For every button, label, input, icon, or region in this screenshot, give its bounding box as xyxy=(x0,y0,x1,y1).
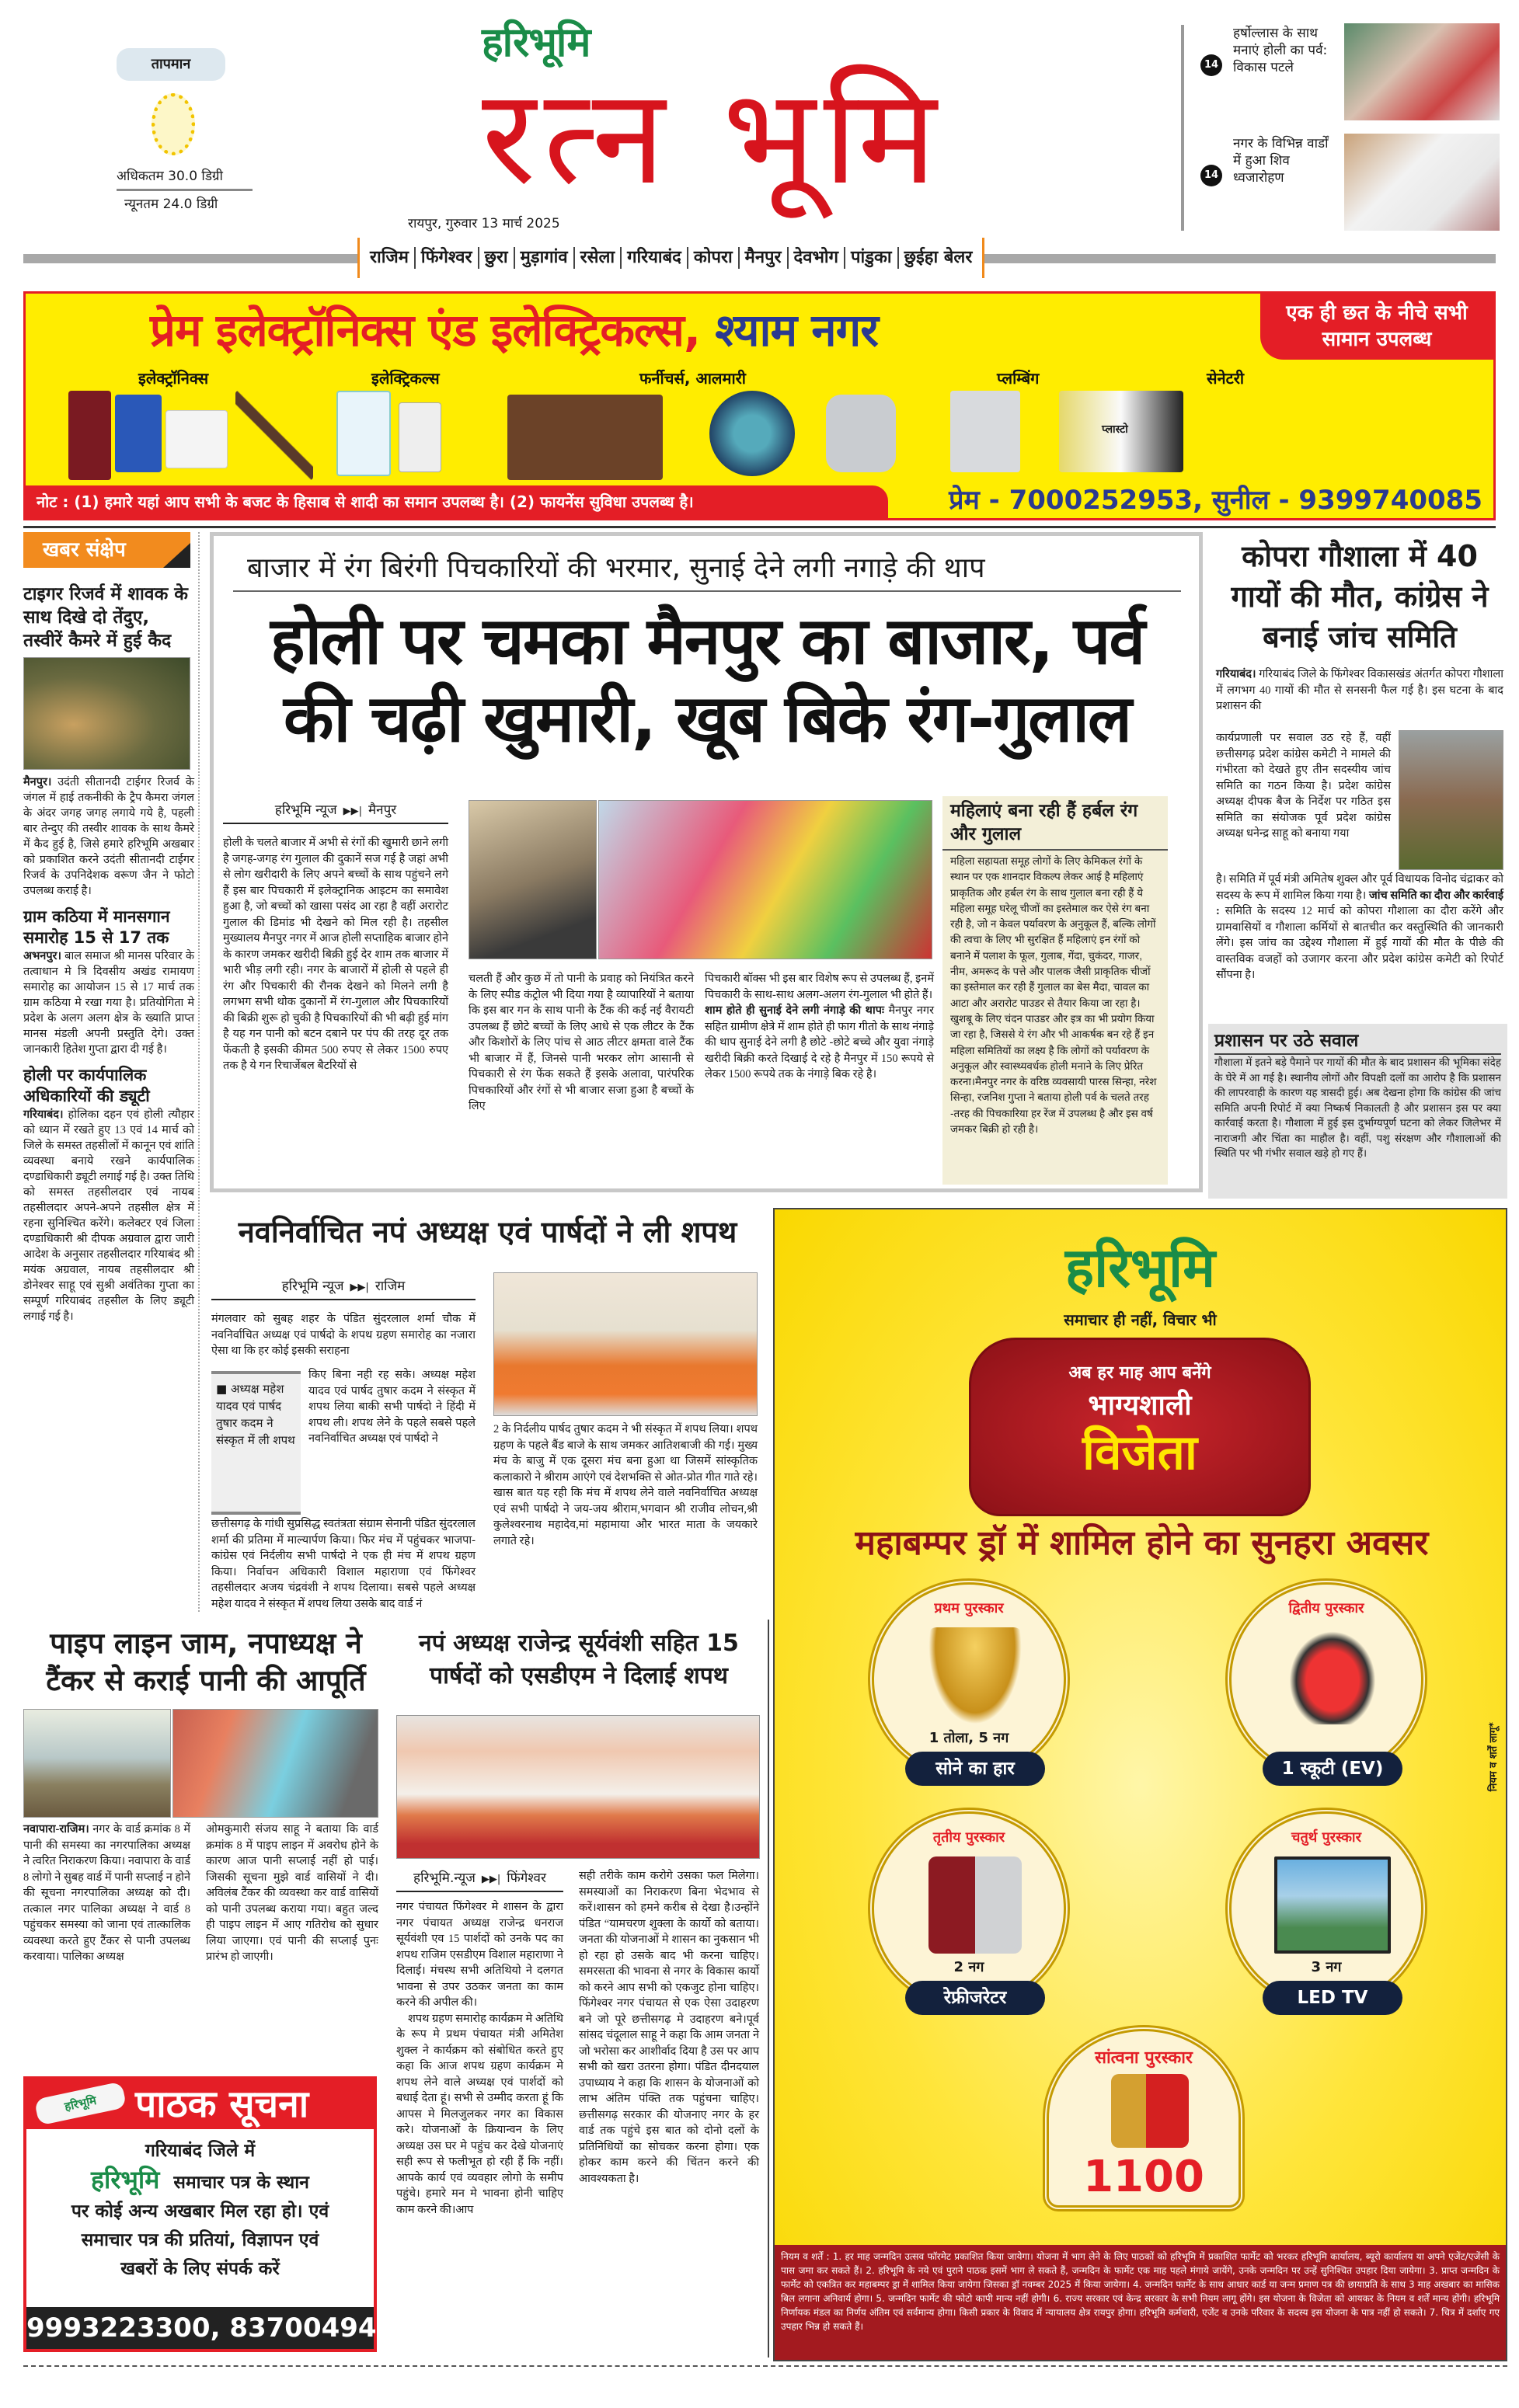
prize-rank: तृतीय पुरस्कार xyxy=(932,1829,1005,1846)
weather-label: तापमान xyxy=(117,48,225,81)
plaque-line-3: विजेता xyxy=(1082,1424,1197,1481)
ac-image xyxy=(165,410,228,468)
kopra-boxout xyxy=(1208,1024,1507,1199)
notice-brand: हरिभूमि xyxy=(91,2165,160,2194)
shapath-byline xyxy=(211,1276,476,1300)
ad-badge: एक ही छत के नीचे सभी सामान उपलब्ध xyxy=(1260,294,1493,360)
brief-dateline: मैनपुर। xyxy=(23,776,52,788)
prize-qty: 3 नग xyxy=(1311,1959,1342,1975)
shapath-lead: मंगलवार को सुबह शहर के पंडित सुंदरलाल शर्मा चौक में नवनिर्वाचित अध्यक्ष एवं पार्षदो के शपथ ग्रहण समारोह का नजारा ऐसा था कि हर कोई इसकी सराहना xyxy=(211,1313,476,1357)
water-tank-image xyxy=(1059,391,1183,472)
teaser-photo xyxy=(1344,134,1500,231)
divider xyxy=(1181,25,1184,231)
pipeline-col-2: ओमकुमारी संजय साहू ने बताया कि वार्ड क्रमांक 8 में पाइप लाइन में अवरोध होने के कारण आज पानी सप्लाई नहीं हो पाई। जिसकी सूचना मुझे वार्ड वासियों ने दी। अविलंब टैंकर की व्यवस्था कर वार्ड वासियों को पानी उपलब्ध कराया गया। बहुत जल्द ही पाइप लाइन में आए गतिरोध को सुधार लिया जाएगा। एवं पानी की सप्लाई पुनः प्रारंभ हो जाएगी। xyxy=(206,1823,378,1963)
brief-headline[interactable]: टाइगर रिजर्व में शावक के साथ दिखे दो तेंदुए, तस्वीरें कैमरे में हुई कैद xyxy=(23,584,188,651)
brief-text xyxy=(23,1107,194,1324)
brief-dateline: अभनपुर। xyxy=(23,950,61,962)
ad-shop-place: श्याम नगर xyxy=(715,304,878,357)
ratna-bhoomi-masthead: रत्न भूमि xyxy=(482,61,945,214)
nav-town[interactable]: छुईहा बेलर xyxy=(904,248,973,267)
shapath-beside: किए बिना नही रह सके। अध्यक्ष महेश यादव एवं पार्षद तुषार कदम ने संस्कृत में शपथ लिया बाकी सभी पार्षदो ने हिंदी में शपथ ली। शपथ लेने के पहले सबसे पहले नवनिर्वाचित अध्यक्ष एवं पार्षदो ने xyxy=(308,1369,476,1445)
herbal-colours-sidebar xyxy=(942,796,1168,1185)
prize-rank: चतुर्थ पुरस्कार xyxy=(1291,1829,1361,1846)
kopra-text-3a: है। समिति में पूर्व मंत्री अमितेष शुक्ल और पूर्व विधायक विनोद चंद्राकर को सदस्य के रूप में शामिल किया गया है। xyxy=(1216,873,1503,902)
lead-byline xyxy=(223,800,448,824)
lead-subhead: शाम होते ही सुनाई देने लगी नंगाड़े की थापः xyxy=(705,1004,884,1017)
gift-box-image xyxy=(1111,2074,1189,2148)
ad-category: इलेक्ट्रॉनिक्स xyxy=(138,369,209,388)
councillors-photo xyxy=(396,1715,760,1859)
prize-name: LED TV xyxy=(1263,1981,1402,2015)
fingeshwar-byline xyxy=(396,1868,563,1892)
leopard-photo xyxy=(23,657,190,770)
ad-contact: प्रेम - 7000252953, सुनील - 9399740085 xyxy=(949,485,1482,516)
plaque-line-1: अब हर माह आप बनेंगे xyxy=(1068,1363,1211,1383)
pipeline-col1-text: नगर के वार्ड क्रमांक 8 में पानी की समस्या का नगरपालिका अध्यक्ष ने त्वरित निराकरण किया। नवापारा के वार्ड 8 लोगो ने सुबह वार्ड में पानी सप्लाई न होने की सूचना नगरपालिका अध्यक्ष को दी। तत्काल नगर पालिका अध्यक्ष ने वार्ड 8 पहुंचकर समस्या को जाना एवं तात्कालिक व्यवस्था करते हुए टैंकर से पानी उपलब्ध करवाया। पालिका अध्यक्ष xyxy=(23,1823,190,1963)
newspaper-roll-icon: हरिभूमि xyxy=(34,2081,127,2125)
nav-town[interactable]: पांडुका xyxy=(845,247,899,269)
max-temperature: अधिकतम 30.0 डिग्री xyxy=(117,166,253,191)
prize-consolation xyxy=(1043,2025,1245,2211)
haribhoomi-logo: हरिभूमि xyxy=(482,19,591,66)
teaser-text: हर्षोल्लास के साथ मनाएं होली का पर्व: विकास पटले xyxy=(1233,26,1328,75)
plaque-line-2: भाग्यशाली xyxy=(1088,1390,1192,1421)
byline-place: फिंगेश्वर xyxy=(507,1870,546,1886)
ad-category: फर्नीचर्स, आलमारी xyxy=(639,369,746,388)
cooler-image xyxy=(399,402,441,472)
page-number-badge: 14 xyxy=(1200,54,1222,76)
refrigerator-image xyxy=(928,1856,1022,1954)
prize-qty: 2 नग xyxy=(953,1959,984,1975)
byline-source: हरिभूमि.न्यूज xyxy=(413,1870,476,1886)
lead-column-3 xyxy=(705,971,934,1185)
prize-qty: 1 तोला, 5 नग xyxy=(928,1730,1009,1746)
pipeline-dateline: नवापारा-राजिम। xyxy=(23,1823,89,1836)
brief-dateline: गरियाबंद। xyxy=(23,1108,64,1121)
lead-headline[interactable]: होली पर चमका मैनपुर का बाजार, पर्व की चढ़ी खुमारी, खूब बिके रंग-गुलाल xyxy=(270,603,1144,757)
kopra-headline[interactable]: कोपरा गौशाला में 40 गायों की मौत, कांग्रेस ने बनाई जांच समिति xyxy=(1231,539,1489,654)
notice-line xyxy=(26,2166,374,2197)
shapath-text-2: 2 के निर्दलीय पार्षद तुषार कदम ने भी संस्कृत में शपथ लिया। शपथ ग्रहण के पहले बैंड बाजे के साथ जमकर आतिशबाजी की गई। मुख्य मंच के बाजु में एक दूसरा मंच बना हुआ था जिसमें सांस्कृतिक कलाकारो ने श्रीराम आएंगे एवं देशभक्ति से ओत-प्रोत गीत गाते रहे। खास बात यह रही कि मंच में शपथ लेने वाले नवनिर्वाचित अध्यक्ष एवं सभी पार्षदो ने जय-जय श्रीराम,भगवान श्री राजीव लोचन,श्री कुलेश्वरनाथ महादेव,मां महामाया और भारत माता के जयकारे लगाते रहे। xyxy=(493,1423,758,1547)
column-divider xyxy=(198,532,200,1612)
pullquote xyxy=(211,1371,301,1515)
led-tv-image xyxy=(1274,1856,1391,1954)
boxout-text: गौशाला में इतने बड़े पैमाने पर गायों की मौत के बाद प्रशासन की भूमिका संदेह के घेरे में आ गई है। स्थानीय लोगों और विपक्षी दलों का आरोप है कि प्रशासन की लापरवाही के कारण यह त्रासदी हुई। अब देखना होगा कि कांग्रेस की जांच समिति अपनी रिपोर्ट में क्या निष्कर्ष निकालती है और प्रशासन इस पर क्या कार्रवाई करता है। गौशाला में हुई इस दुर्भाग्यपूर्ण घटना को लेकर जिलेभर में नाराजगी और चिंता का माहौल है। वहीं, पशु संरक्षण और गौशालाओं की स्थिति पर भी गंभीर सवाल खड़े हो गए हैं। xyxy=(1214,1056,1501,1159)
arrow-icon: ▶▶| xyxy=(350,1282,369,1293)
nav-town[interactable]: मैनपुर xyxy=(740,247,789,269)
pipes-image xyxy=(709,391,795,476)
contest-logo: हरिभूमि xyxy=(1064,1236,1216,1300)
dateline: रायपुर, गुरुवार 13 मार्च 2025 xyxy=(408,216,560,231)
arrow-icon: ▶▶| xyxy=(343,806,362,817)
page-number-badge: 14 xyxy=(1200,165,1222,186)
ad-category: इलेक्ट्रिकल्स xyxy=(371,369,440,388)
boxout-title: प्रशासन पर उठे सवाल xyxy=(1214,1028,1501,1055)
prize-first xyxy=(868,1578,1070,1780)
prize-second xyxy=(1225,1578,1427,1780)
consolation-amount: 1100 xyxy=(1083,2152,1204,2202)
scooty-image xyxy=(1286,1627,1379,1724)
news-brief-column xyxy=(23,575,194,1612)
lucky-draw-ad[interactable] xyxy=(773,1208,1507,2361)
furniture-image xyxy=(507,395,663,480)
sidebar-text: महिला सहायता समूह लोगों के लिए केमिकल रंगों के स्थान पर एक शानदार विकल्प लेकर आई है महिलाएं प्राकृतिक और हर्बल रंग के साथ गुलाल बना रही हैं ये महिला समूह घरेलू चीजों का इस्तेमाल कर ऐसे रंग बना रही है, जो न केवल पर्यावरण के अनुकूल हैं, बल्कि लोगों की त्वचा के लिए भी सुरक्षित हैं महिलाएं इन रंगों को बनाने में पलाश के फूल, गुलाब, गेंदा, चुकंदर, गाजर, नीम, अमरूद के पत्ते और पालक जैसी प्राकृतिक चीजों का इस्तेमाल कर रही हैं गुलाल का बेस मैदा, चावल का आटा और अरारोट पाउडर से तैयार किया जा रहा है। खुशबू के लिए चंदन पाउडर और इत्र का भी प्रयोग किया जा रहा है, जिससे ये रंग और भी आकर्षक बन रहे हैं इन महिला समितियों का लक्ष्य है कि लोगों को पर्यावरण के अनुकूल और स्वास्थ्यवर्धक होली मनाने के लिए प्रेरित करना।मैनपुर नगर के वरिष्ठ व्यवसायी पारस सिन्हा, नरेश सिन्हा, रजनिश गुप्ता ने बताया होली पर्व के चलते तरह -तरह की पिचकारिया हर रेंज में उपलब्ध है और इस वर्ष जमकर बिक्री हो रही है। xyxy=(950,855,1157,1136)
kopra-subhead: जांच समिति का दौरा और कार्रवाई : xyxy=(1216,889,1503,917)
notice-line: खबरों के लिए संपर्क करें xyxy=(120,2259,280,2279)
byline-source: हरिभूमि न्यूज xyxy=(274,802,337,818)
ad-category: सेनेटरी xyxy=(1207,369,1245,388)
brief-body: होलिका दहन एवं होली त्यौहार को ध्यान में रखते हुए 13 एवं 14 मार्च को जिले के समस्त तहसीलों में कानून एवं शांति व्यवस्था बनाये रखने कार्यपालिक दण्डाधिकारी ड्यूटी लगाई गई है। उक्त तिथि को समस्त तहसीलदार एवं नायब तहसीलदार अपने-अपने तहसील क्षेत्र में रहना सुनिश्चित करेंगे। कलेक्टर एवं जिला दण्डाधिकारी श्री दीपक अग्रवाल द्वारा जारी आदेश के अनुसार तहसीलदार गरियाबंद श्री मयंक अग्रवाल, नायब तहसीलदार श्री डोनेश्वर साहू एवं सुश्री अवंतिका गुप्ता का सम्पूर्ण गरियाबंद तहसील के लिए ड्यूटी लगाई गई है। xyxy=(23,1108,194,1323)
fingeshwar-col1b-text: शपथ ग्रहण समारोह कार्यक्रम मे अतिथि के रूप मे प्रथम पंचायत मंत्री अमितेश शुक्ल ने कार्यक्रम को संबोधित करते हुए कहा कि आज शपथ ग्रहण कार्यक्रम मे शपथ लेने वाले अध्यक्ष एवं पार्शदों को बधाई देता हूं। सभी से उम्मीद करता हूं कि आपस मे मिलजुलकर नगर का विकास करे। योजनाओं के क्रियान्वन के लिए अध्यक्ष उस घर मे पहुंच कर देखे योजनाएं सही रूप से फलीभूत हो रही हैं कि नहीं। आपके कार्य एवं व्यवहार लोगो के समीप पहुंचे। हमारे मन मे भावना होनी चाहिए काम करने की।आप xyxy=(396,2012,564,2216)
ad-note: नोट : (1) हमारे यहां आप सभी के बजट के हिसाब से शादी का समान उपलब्ध है। (2) फायनेंस सुविधा उपलब्ध है। xyxy=(26,485,888,518)
kopra-dateline: गरियाबंद। xyxy=(1216,668,1256,680)
prize-name: रेफ्रीजरेटर xyxy=(905,1981,1045,2015)
nav-town[interactable]: गरियाबंद xyxy=(622,247,688,269)
byline-place: मैनपुर xyxy=(368,802,397,818)
news-brief-label: खबर संक्षेप xyxy=(23,532,190,568)
terms-apply-note: नियम व शर्तें लागू* xyxy=(1488,1722,1500,1792)
notice-line: गरियाबंद जिले में xyxy=(145,2141,256,2161)
cows-photo xyxy=(1399,730,1503,870)
tap-image xyxy=(826,395,896,472)
ad-category: प्लम्बिंग xyxy=(997,369,1040,388)
ward-residents-photo xyxy=(172,1709,378,1818)
nav-town[interactable]: कोपरा xyxy=(688,247,740,269)
reader-notice xyxy=(23,2076,413,2352)
kopra-text-4: समिति के सदस्य 12 मार्च को कोपरा गौशाला का दौरा करेंगे और ग्रामवासियों व गौशाला कर्मियों से बातचीत कर वस्तुस्थिति की जानकारी लेंगे। इस जांच का उद्देश्य गौशाला में हुई गायों की मौत के पीछे की वास्तविक वजहों को उजागर करना और प्रदेश कांग्रेस कमेटी को रिपोर्ट सौंपना है। xyxy=(1216,905,1504,981)
contest-tagline: समाचार ही नहीं, विचार भी xyxy=(1064,1310,1217,1329)
lead-col3-text: पिचकारी बॉक्स भी इस बार विशेष रूप से उपलब्ध हैं, इनमें पिचकारी के साथ-साथ अलग-अलग रंग-गुलाल भी होते हैं। xyxy=(705,973,934,1001)
market-photo xyxy=(598,800,932,959)
brief-text xyxy=(23,948,194,1057)
fingeshwar-col-1 xyxy=(396,1899,563,2358)
min-temperature: न्यूनतम 24.0 डिग्री xyxy=(124,197,218,212)
lead-col3-after: मैनपुर नगर सहित ग्रामीण क्षेत्रे में शाम होते ही फाग गीतो के साथ नंगाड़े की थाप सुनाई देने लगी है छोटे -छोटे बच्चे और युवा नंगाड़े खरीदी बिक्री करते दिखाई दे रहे है मैनपुर में 150 रूपये से लेकर 1500 रूपये तक के नंगाड़े बिक रहे है। xyxy=(705,1004,935,1080)
page-bottom-rule xyxy=(23,2365,1507,2367)
kopra-text-1: गरियाबंद जिले के फिंगेश्वर विकासखंड अंतर्गत कोपरा गौशाला में लगभग 40 गायों की मौत से सनसनी फैल गई है। इस घटना के बाद प्रशासन की xyxy=(1216,668,1503,712)
notice-title: पाठक सूचना xyxy=(135,2083,309,2126)
brief-text xyxy=(23,774,194,899)
brief-headline[interactable]: होली पर कार्यपालिक अधिकारियों की ड्यूटी xyxy=(23,1066,150,1105)
pullquote-text: अध्यक्ष महेश यादव एवं पार्षद तुषार कदम ने संस्कृत में ली शपथ xyxy=(216,1382,295,1447)
brief-headline[interactable]: ग्राम कठिया में मानसगान समारोह 15 से 17 तक xyxy=(23,907,170,947)
prize-rank: सांत्वना पुरस्कार xyxy=(1095,2048,1193,2068)
nagada-photo xyxy=(469,800,597,959)
shapath-text: छत्तीसगढ़ के गांधी सुप्रसिद्ध स्वतंत्रता संग्राम सेनानी पंडित सुंदरलाल शर्मा की प्रतिमा में माल्यार्पण किया। फिर मंच में पहुंचकर भाजपा-कांग्रेस एवं निर्दलीय सभी पार्षदो ने एक ही मंच में शपथ ग्रहण किया। निर्वाचन अधिकारी विशाल महाराणा एवं फिंगेश्वर तहसीलदार अजय चंद्रवंशी ने शपथ दिलाया। सबसे पहले अध्यक्ष महेश यादव ने संस्कृत में शपथ लिया उसके बाद वार्ड नं xyxy=(211,1518,476,1610)
notice-line: पर कोई अन्य अखबार मिल रहा हो। एवं xyxy=(71,2201,329,2222)
divider xyxy=(23,526,1496,528)
pond-photo xyxy=(23,1709,171,1818)
sidebar-title[interactable]: महिलाएं बना रही हैं हर्बल रंग और गुलाल xyxy=(942,796,1168,851)
ad-shop-name: प्रेम इलेक्ट्रॉनिक्स एंड इलेक्ट्रिकल्स, xyxy=(150,304,701,357)
prize-name: 1 स्कूटी (EV) xyxy=(1263,1752,1402,1786)
notice-header xyxy=(26,2079,374,2129)
arrow-icon: ▶▶| xyxy=(481,1874,501,1885)
fan-image xyxy=(235,391,313,480)
pipeline-headline[interactable]: पाइप लाइन जाम, नपाध्यक्ष ने टैंकर से कराई पानी की आपूर्ति xyxy=(46,1627,366,1697)
fingeshwar-col1-text: नगर पंचायत फिंगेश्वर मे शासन के द्वारा नगर पंचायत अध्यक्ष राजेन्द्र धनराज सूर्यवंशी एव 15 पार्शदों को उनके पद का शपथ राजिम एसडीएम विशाल महाराणा ने दिलाई। मंचस्थ सभी अतिथियो ने दलगत भावना से उपर उठकर जनता का काम करने की अपील की। xyxy=(396,1901,563,2009)
brief-body: बाल समाज श्री मानस परिवार के तत्वाधान मे त्रि दिवसीय अखंड रामायण समारोह का आयोजन 15 से 17 मार्च तक ग्राम कठिया मे रखा गया है। प्रतियोगिता मे प्रदेश के अलग अलग क्षेत्र के ख्याति प्राप्त मानस मंडली अपनी प्रस्तुति देगे। उक्त जानकारी हितेश गुप्ता द्वारा दी गई है। xyxy=(23,950,195,1056)
oath-ceremony-photo xyxy=(493,1272,758,1416)
lead-column-2: चलती हैं और कुछ में तो पानी के प्रवाह को नियंत्रित करने के लिए स्पीड कंट्रोल भी दिया गया है व्यापारियों ने बताया कि इस बार गन के साथ पानी के टैंक की कई नई वैरायटी उपलब्ध हैं छोटे बच्चों के लिए आधे से एक लीटर के टैंक और किशोरों के लिए पांच से आठ लीटर क्षमता वाले टैंक भी बाजार में हैं, जिनसे पानी भरकर लोग आसानी से पिचकारी से रंग फेंक सकते हैं इसके अलावा, पारंपरिक पिचकारियों और रंगों से भी बाजार सजा हुआ है बच्चों के लिए xyxy=(469,973,694,1112)
cooler-image xyxy=(336,391,391,476)
teaser-text: नगर के विभिन्न वार्डों में हुआ शिव ध्वजारोहण xyxy=(1233,136,1329,186)
prize-fourth xyxy=(1225,1808,1427,2010)
nav-town[interactable]: छुरा xyxy=(479,247,515,269)
kopra-intro xyxy=(1216,666,1503,730)
fingeshwar-col-2: सही तरीके काम करोगे उसका फल मिलेगा।समस्याओं का निराकरण बिना भेदभाव से करें।शासन को हमने करीब से देखा है।उन्होंने पंडित “यामचरण शुक्ला के कार्यो को बताया।जनता की योजनाओं मे शासन का नुकसान भी हो रहा हो उसके बाद भी करना चाहिए। समरसता की भावना से नगर के विकास कार्यो को करने आप सभी को एकजुट होना चाहिए। फिंगेश्वर नगर पंचायत से एक ऐसा उदाहरण बने जो पूरे छत्तीसगढ़ मे उदाहरण बने।पूर्व सांसद चंदूलाल साहू ने कहा कि आम जनता ने जो भरोसा कर आशीर्वाद दिया है उस पर आप सभी को खरा उतरना होगा। पंडित दीनदयाल उपाध्याय ने कहा कि शासन के योजनाओं को लाभ अंतिम पंक्ति तक पहुंचना चाहिए। छत्तीसगढ़ सरकार की योजनाए नगर के हर वार्ड तक पहुंचे इस बात को दोनो दलों के प्रतिनिधियों का सोचकर करना होगा। एक होकर काम करने की चिंतन करने की आवश्यकता है। xyxy=(579,1870,759,2185)
bullet-icon: ■ xyxy=(216,1382,231,1396)
tank-brand: प्लास्टो xyxy=(1102,423,1128,436)
teaser-2[interactable] xyxy=(1200,134,1511,231)
town-nav xyxy=(357,238,984,278)
fridge-image xyxy=(68,391,111,480)
pipeline-col-1 xyxy=(23,1822,190,2044)
brief-body: उदंती सीतानदी टाईगर रिजर्व के जंगल में हाई तकनीकी के ट्रैप कैमरा जंगल के अंदर जगह जगह लगाये गये है, पहली बार तेन्दुए की तस्वीर शावक के साथ कैमरे में कैद हुई है, जिसे हमारे हरिभूमि अखबार को प्रकाशित करने उदंती सीतानदी टाईगर रिजर्व के उपनिदेशक वरूण जैन ने फोटो उपलब्ध कराई है। xyxy=(23,776,195,897)
prize-rank: प्रथम पुरस्कार xyxy=(934,1600,1004,1616)
prize-rank: द्वितीय पुरस्कार xyxy=(1288,1600,1364,1616)
washing-machine-image xyxy=(115,395,162,472)
sun-icon xyxy=(152,93,195,155)
fingeshwar-headline[interactable]: नपं अध्यक्ष राजेन्द्र सूर्यवंशी सहित 15 पार्षदों को एसडीएम ने दिलाई शपथ xyxy=(419,1630,739,1689)
notice-phones[interactable]: 9993223300, 8370049468 xyxy=(26,2307,374,2349)
necklace-image xyxy=(928,1627,1022,1724)
column-divider xyxy=(768,1620,769,2358)
byline-place: राजिम xyxy=(375,1279,406,1294)
electronics-ad[interactable] xyxy=(23,291,1496,520)
nav-town[interactable]: रसेला xyxy=(575,247,622,269)
nav-town[interactable]: फिंगेश्वर xyxy=(416,247,479,269)
sanitary-image xyxy=(950,391,1020,472)
ad-title xyxy=(150,303,1253,357)
nav-town[interactable]: मुड़ागांव xyxy=(515,247,575,269)
lead-kicker: बाजार में रंग बिरंगी पिचकारियों की भरमार, सुनाई देने लगी नगाड़े की थाप xyxy=(233,550,1181,592)
teaser-1[interactable] xyxy=(1200,23,1511,120)
contest-banner: महाबम्पर ड्रॉ में शामिल होने का सुनहरा अवसर xyxy=(855,1523,1429,1563)
notice-line-2: समाचार पत्र के स्थान xyxy=(173,2173,309,2193)
kopra-text-2: कार्यप्रणाली पर सवाल उठ रहे हैं, वहीं छत्तीसगढ़ प्रदेश कांग्रेस कमेटी ने मामले की गंभीरता को देखते हुए तीन सदस्यीय जांच समिति का गठन किया है। प्रदेश कांग्रेस अध्यक्ष दीपक बैज के निर्देश पर गठित इस समिति का संयोजक पूर्व प्रदेश कांग्रेस अध्यक्ष धनेन्द्र साहू को बनाया गया xyxy=(1216,732,1391,840)
winner-plaque xyxy=(969,1338,1311,1516)
kopra-text-3 xyxy=(1216,872,1503,1014)
prize-third xyxy=(868,1808,1070,2010)
notice-line: समाचार पत्र की प्रतियां, विज्ञापन एवं xyxy=(81,2230,319,2250)
teaser-photo xyxy=(1344,23,1500,120)
contest-terms: नियम व शर्तें : 1. हर माह जन्मदिन उत्सव फॉरमेट प्रकाशित किया जायेगा। योजना में भाग लेने के लिए पाठकों को हरिभूमि में प्रकाशित फार्मेट को भरकर हरिभूमि कार्यालय, ब्यूरो कार्यालय या अपने एजेंट/एजेंसी के पास जमा कर सकते हैं। 2. हरिभूमि के नये एवं पुराने पाठक इसमें भाग ले सकते हैं, जन्मदिन के फार्मेट एक माह पहले मंगाये जायेंगे, उनके जन्मदिन पर उन्हें सुनिश्चित उपहार दिया जायेगा। 3. प्राप्त जन्मदिन के फार्मेट को एकत्रित कर महाबम्पर ड्रा में शामिल किया जायेगा जिसका ड्रॉ नवम्बर 2025 में किया जायेगा। 4. जन्मदिन फार्मेट के साथ आधार कार्ड या जन्म प्रमाण पत्र की छायाप्रति के साथ 3 माह अखबार का मासिक बिल लगाना अनिवार्य होगा। 5. जन्मदिन फार्मेट की फोटो कापी मान्य नहीं होगी। 6. राज्य सरकार एवं केन्द्र सरकार के सभी नियम लागू होंगे। इस योजना के विजेता को आयकर के नियम व शर्तें मान्य होंगी। हरिभूमि निर्णायक मंडल का निर्णय अंतिम एवं सर्वमान्य होगा। किसी प्रकार के विवाद में न्यायालय क्षेत्र रायपुर होगा। हरिभूमि कर्मचारी, एजेंट व उनके परिवार के सदस्य इस योजना के पात्र नहीं हो सकते। 7. चित्र में दर्शाए गए उपहार भिन्न हो सकते हैं। xyxy=(775,2245,1506,2360)
lead-column-1: होली के चलते बाजार में अभी से रंगों की खुमारी छाने लगी है जगह-जगह रंग गुलाल की दुकानें सज गई है जहां अभी से लोग खरीदारी के लिए अपने बच्चों के साथ पहुंचने लगे हैं इस बार पिचकारी में इलेक्ट्रानिक आइटम का समावेश हुआ है, जो बच्चों को खासा पसंद आ रहा है वहीं अरारोट गुलाल की डिमांड भी देखने को मिल रही है। तहसील मुख्यालय मैनपुर नगर में आज होली सप्ताहिक बाजार होने के कारण जमकर खरीदी बिक्री हुई देर शाम तक बाजार में भारी भीड़ लगी रही। नगर के बाजारों में होली से पहले ही रंग और पिचकारी की रौनक देखने को मिलने लगी है लगभग सभी थोक दुकानों में रंग-गुलाल और पिचकारियों की बिक्री शुरू हो चुकी है पिचकारियों की भी बढ़ी हुई मांग है यह गन पानी को बटन दबाने पर पंप की तरह दूर तक फेंकती है इसकी कीमत 500 रुपए से लेकर 1500 रुपए तक है ये गन रिचार्जेबल बैटरियों से xyxy=(223,837,448,1072)
nav-town[interactable]: राजिम xyxy=(364,247,416,269)
byline-source: हरिभूमि न्यूज xyxy=(281,1279,344,1294)
shapath-headline[interactable]: नवनिर्वाचित नपं अध्यक्ष एवं पार्षदों ने ली शपथ xyxy=(238,1215,737,1249)
nav-town[interactable]: देवभोग xyxy=(789,247,845,269)
prize-name: सोने का हार xyxy=(905,1752,1045,1786)
